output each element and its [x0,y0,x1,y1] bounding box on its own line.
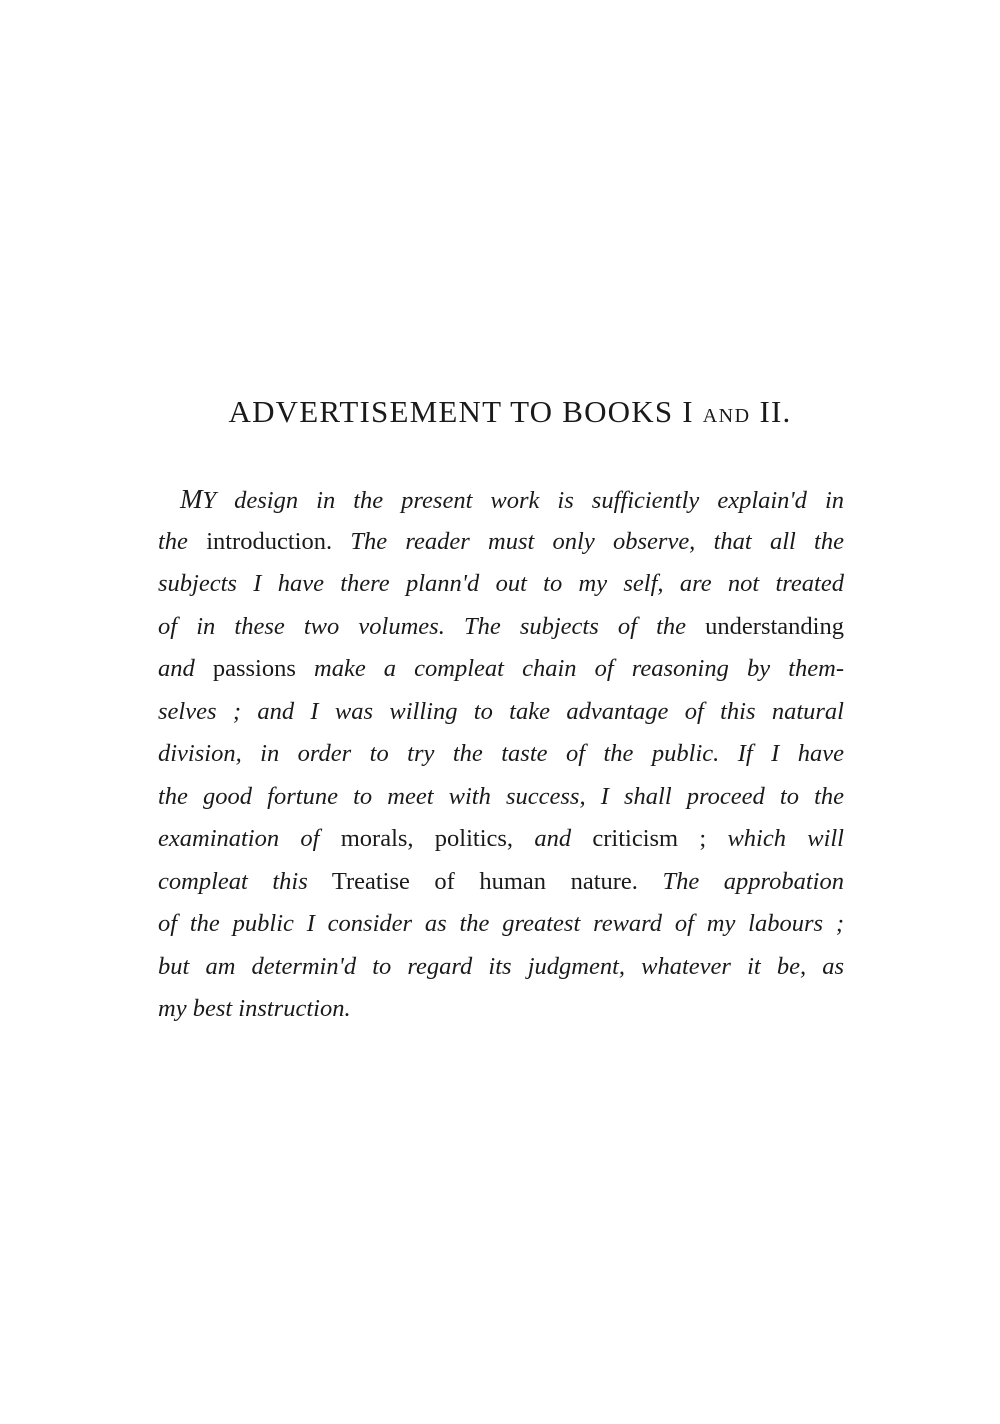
text-run: which will [727,825,844,852]
text-line [158,606,844,649]
text-run: morals, politics, [319,825,535,852]
text-run: criticism ; [571,825,728,852]
text-run: the good fortune to meet with success, I shall proceed to the [158,782,844,810]
text-run: The reader must only observe, that all the [350,527,844,555]
text-run: The approbation [662,867,844,895]
advertisement-paragraph [158,478,844,1031]
text-run: the [158,527,188,555]
heading-small-caps: AND [702,405,751,427]
heading-end: II. [759,394,792,429]
text-run: my best instruction. [158,995,351,1022]
text-run: compleat this [158,867,308,895]
text-line [158,988,844,1031]
text-run: of the public I consider as the greatest reward of my labours ; [158,910,844,937]
text-line [158,733,844,776]
text-line [158,776,844,819]
text-run: subjects I have there plann'd out to my self, are not treated [158,570,844,597]
text-line [158,946,844,989]
text-line [158,903,844,946]
text-run: but am determin'd to regard its judgment, whatever it be, as [158,952,844,980]
text-run: selves ; and I was willing to take advantage of this natural [158,697,844,725]
text-line [158,478,844,521]
text-run: Y design in the present work is sufficiently explain'd in [202,487,844,514]
text-run: understanding [686,612,844,640]
text-run: and [158,655,195,682]
page-heading [160,394,860,430]
text-run: introduction. [187,527,351,555]
text-run: and [534,825,572,852]
text-run: division, in order to try the taste of the public. If I have [158,740,844,767]
text-line [158,691,844,734]
text-line [158,648,844,691]
text-line [158,563,844,606]
text-line [158,861,844,904]
text-run: make a compleat chain of reasoning by them- [314,655,844,682]
text-run: of in these two volumes. The subjects of the [158,612,687,640]
heading-main: ADVERTISEMENT TO BOOKS I [228,394,694,429]
text-line [158,521,844,564]
text-run: M [180,484,203,514]
text-line [158,818,844,861]
text-run: passions [194,655,314,682]
text-run: Treatise of human nature. [307,867,663,895]
text-run: examination of [158,825,320,852]
